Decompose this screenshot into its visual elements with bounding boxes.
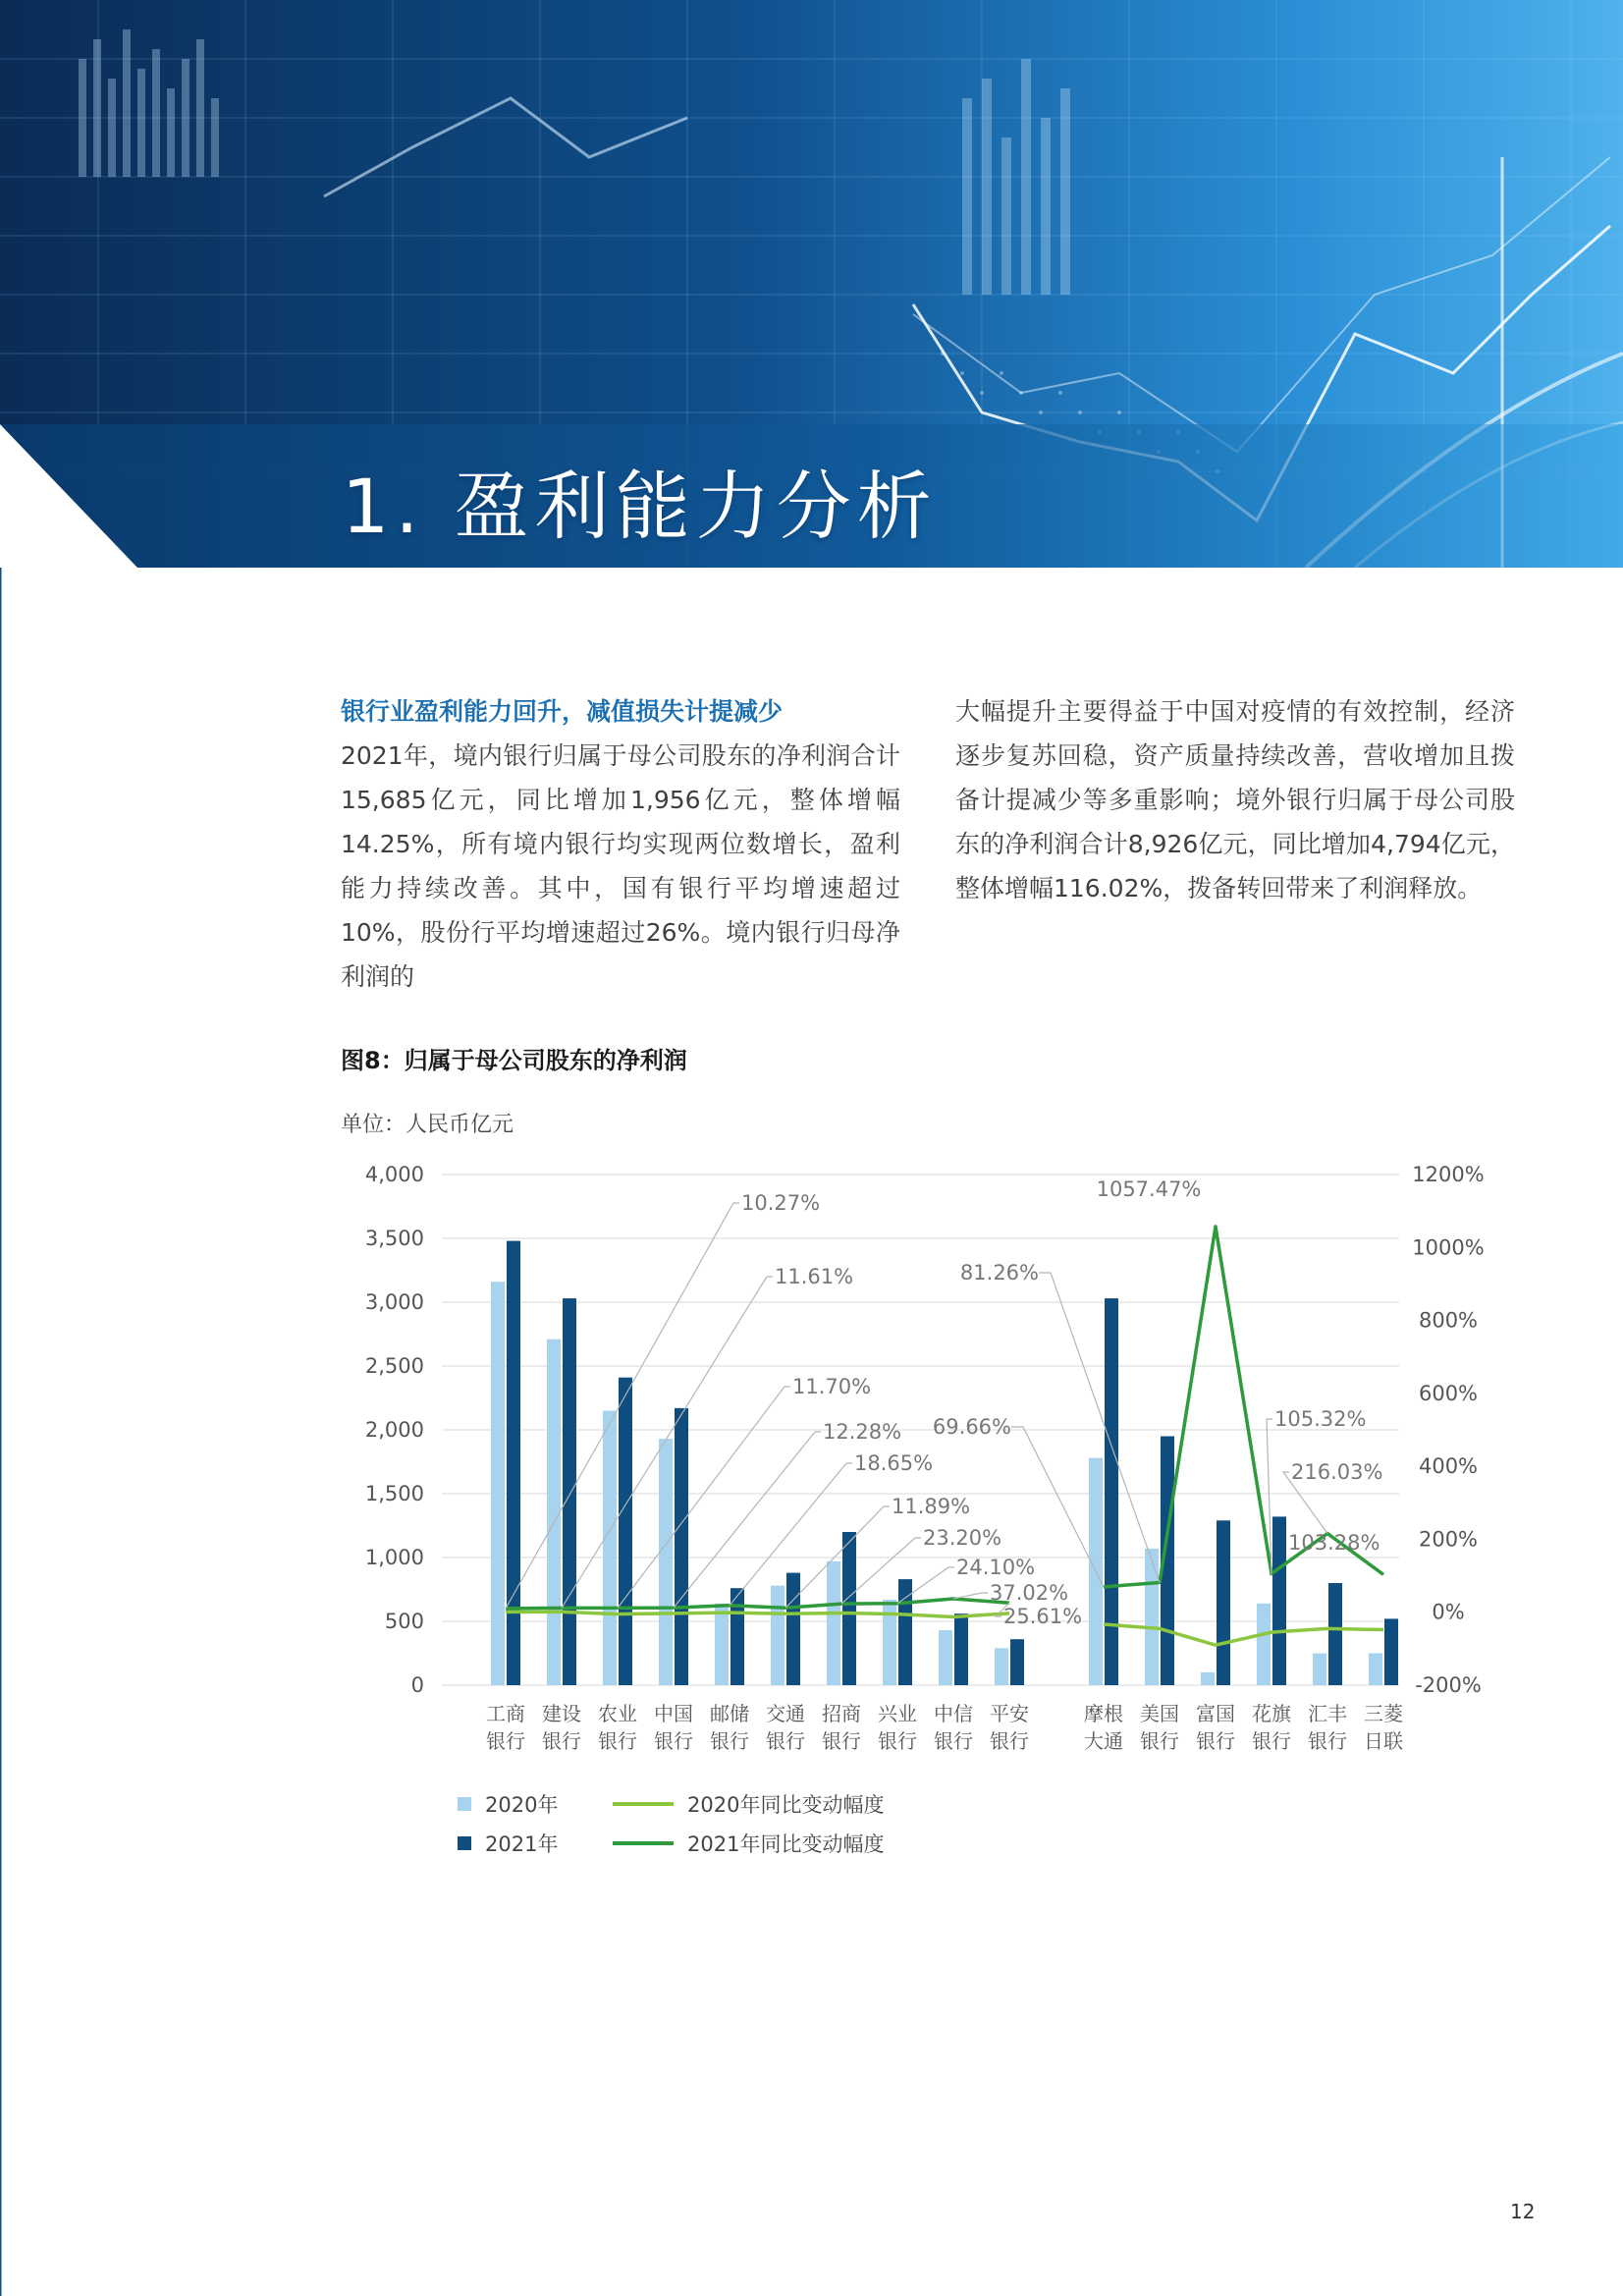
bar-2020 (827, 1561, 840, 1685)
article-paragraph-left: 2021年，境内银行归属于母公司股东的净利润合计15,685亿元，同比增加1,956亿元，整体增幅14.25%，所有境内银行均实现两位数增长，盈利能力持续改善。其中，国有银行平均增速超过10%，股份行平均增速超过26%。境内银行归母净利润的 (341, 741, 900, 991)
data-label: 12.28% (823, 1420, 902, 1444)
x-axis-label: 交通 (766, 1702, 805, 1725)
y-axis-left-tick: 1,000 (364, 1546, 424, 1569)
y-axis-right-tick: 400% (1418, 1454, 1479, 1479)
y-axis-right-tick: 800% (1418, 1308, 1479, 1333)
legend-label-2021: 2021年 (485, 1832, 559, 1856)
x-axis-label: 银行 (1308, 1729, 1347, 1753)
x-axis-label: 银行 (990, 1729, 1029, 1753)
bar-2021 (730, 1588, 744, 1685)
legend-label-2020: 2020年 (485, 1793, 559, 1817)
data-label: 11.89% (892, 1495, 971, 1518)
x-axis-label: 美国 (1140, 1702, 1179, 1725)
x-axis-label: 汇丰 (1308, 1702, 1347, 1725)
article-paragraph-right: 大幅提升主要得益于中国对疫情的有效控制，经济逐步复苏回稳，资产质量持续改善，营收增加且拨备计提减少等多重影响；境外银行归属于母公司股东的净利润合计8,926亿元，同比增加4,794亿元，整体增幅116.02%，拨备转回带来了利润释放。 (955, 697, 1515, 902)
bar-2020 (547, 1339, 561, 1685)
x-axis-label: 银行 (542, 1729, 581, 1753)
y-axis-left-tick: 3,000 (364, 1290, 424, 1314)
legend-item-2021-change (613, 1829, 884, 1858)
bar-2021 (1217, 1520, 1230, 1685)
x-axis-label: 银行 (1252, 1729, 1291, 1753)
data-label: 23.20% (923, 1526, 1002, 1550)
legend-item-2021 (458, 1829, 558, 1858)
y-axis-left-tick: 1,500 (364, 1482, 424, 1505)
line-2020-change (506, 1612, 1009, 1616)
data-label: 10.27% (741, 1191, 821, 1215)
bar-2020 (1145, 1549, 1159, 1685)
x-axis-label: 花旗 (1252, 1702, 1291, 1725)
x-axis-label: 三菱 (1364, 1702, 1403, 1725)
section-title: 1. 盈利能力分析 (342, 463, 938, 550)
legend-label-2021-change: 2021年同比变动幅度 (687, 1832, 885, 1856)
y-axis-right-tick: 1000% (1412, 1235, 1485, 1260)
bar-2021 (786, 1573, 800, 1685)
x-axis-label: 银行 (766, 1729, 805, 1753)
data-label: 105.32% (1274, 1407, 1367, 1431)
page-number: 12 (1510, 2200, 1536, 2223)
x-axis-label: 银行 (598, 1729, 637, 1753)
data-label: 103.28% (1288, 1531, 1380, 1555)
legend-swatch-2021 (458, 1836, 471, 1850)
annotation-leader (953, 1593, 988, 1599)
data-label: 24.10% (956, 1556, 1036, 1579)
x-axis-label: 中国 (654, 1702, 693, 1725)
y-axis-left-tick: 500 (384, 1610, 424, 1633)
x-axis-label: 银行 (1140, 1729, 1179, 1753)
bar-2020 (715, 1604, 729, 1685)
x-axis-label: 农业 (598, 1702, 637, 1725)
chart-legend (458, 1789, 1145, 1856)
bar-2021 (619, 1378, 632, 1685)
hero-banner (0, 0, 1623, 568)
bar-2020 (1313, 1654, 1326, 1686)
bar-2021 (563, 1298, 576, 1685)
y-axis-left-tick: 4,000 (364, 1163, 424, 1186)
x-axis-label: 银行 (878, 1729, 917, 1753)
annotation-leader (618, 1387, 790, 1608)
data-label: 1057.47% (1096, 1177, 1202, 1201)
legend-line-2020-change (613, 1802, 674, 1806)
bar-2020 (771, 1586, 784, 1685)
x-axis-label: 银行 (934, 1729, 973, 1753)
bar-2020 (939, 1630, 952, 1685)
bar-2021 (507, 1241, 520, 1685)
y-axis-left-tick: 0 (410, 1673, 424, 1697)
y-axis-right-tick: 600% (1418, 1381, 1479, 1405)
legend-item-2020-change (613, 1789, 884, 1819)
x-axis-label: 银行 (822, 1729, 861, 1753)
data-label: 69.66% (932, 1415, 1011, 1439)
article-left-column (341, 689, 900, 999)
x-axis-label: 银行 (486, 1729, 525, 1753)
x-axis-label: 大通 (1084, 1729, 1123, 1753)
bar-2020 (995, 1648, 1008, 1685)
y-axis-right-tick: 200% (1418, 1527, 1479, 1552)
bar-2021 (1105, 1298, 1118, 1685)
bar-2020 (491, 1282, 505, 1685)
x-axis-label: 平安 (990, 1702, 1029, 1725)
x-axis-label: 银行 (1196, 1729, 1235, 1753)
data-label: 25.61% (1003, 1605, 1083, 1628)
y-axis-left-tick: 2,500 (364, 1354, 424, 1378)
legend-swatch-2020 (458, 1797, 471, 1811)
x-axis-label: 工商 (486, 1702, 525, 1725)
bar-2020 (659, 1439, 673, 1685)
bar-2021 (675, 1408, 688, 1685)
x-axis-label: 银行 (710, 1729, 749, 1753)
data-label: 81.26% (959, 1261, 1039, 1285)
x-axis-label: 中信 (934, 1702, 973, 1725)
y-axis-left-tick: 2,000 (364, 1418, 424, 1442)
x-axis-label: 邮储 (710, 1702, 749, 1725)
bar-2020 (1201, 1672, 1215, 1685)
legend-label-2020-change: 2020年同比变动幅度 (687, 1793, 885, 1817)
x-axis-label: 富国 (1196, 1702, 1235, 1725)
legend-item-2020 (458, 1789, 558, 1819)
bar-2021 (842, 1532, 856, 1685)
y-axis-right-tick: 1200% (1412, 1163, 1485, 1186)
net-profit-chart (334, 1139, 1492, 1753)
data-label: 11.61% (775, 1265, 854, 1288)
bar-2020 (1369, 1654, 1382, 1686)
bar-2020 (603, 1411, 617, 1686)
article-right-column (955, 689, 1515, 910)
legend-line-2021-change (613, 1841, 674, 1845)
x-axis-label: 招商 (822, 1702, 861, 1725)
bar-2021 (1272, 1516, 1286, 1685)
x-axis-label: 银行 (654, 1729, 693, 1753)
data-label: 216.03% (1291, 1460, 1383, 1484)
figure-unit: 单位：人民币亿元 (341, 1113, 514, 1137)
figure-title: 图8：归属于母公司股东的净利润 (341, 1047, 687, 1074)
bar-2021 (954, 1613, 968, 1685)
x-axis-label: 摩根 (1084, 1702, 1123, 1725)
y-axis-left-tick: 3,500 (364, 1227, 424, 1250)
article-subheading: 银行业盈利能力回升，减值损失计提减少 (341, 697, 784, 726)
data-label: 18.65% (854, 1451, 934, 1475)
data-label: 11.70% (792, 1375, 872, 1398)
bar-2021 (1328, 1583, 1342, 1685)
x-axis-label: 建设 (542, 1702, 581, 1725)
bar-2021 (1384, 1618, 1398, 1685)
x-axis-label: 日联 (1364, 1729, 1403, 1753)
bar-2020 (1257, 1604, 1271, 1685)
data-label: 37.02% (990, 1581, 1069, 1605)
line-2021-change (506, 1599, 1009, 1609)
bar-2021 (1010, 1639, 1024, 1685)
y-axis-right-tick: 0% (1432, 1600, 1465, 1624)
y-axis-right-tick: -200% (1415, 1673, 1482, 1697)
x-axis-label: 兴业 (878, 1702, 917, 1725)
